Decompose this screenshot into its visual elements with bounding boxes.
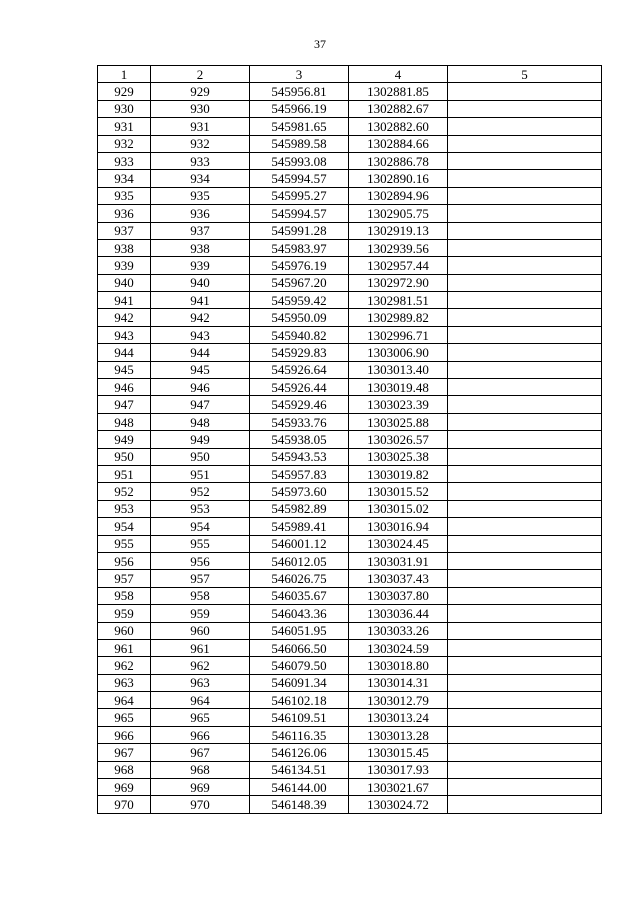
cell-y-coordinate: 1303031.91 bbox=[349, 552, 448, 569]
cell-x-coordinate: 545989.58 bbox=[250, 135, 349, 152]
cell-y-coordinate: 1303024.45 bbox=[349, 535, 448, 552]
table-row bbox=[98, 118, 602, 135]
cell-y-coordinate: 1302989.82 bbox=[349, 309, 448, 326]
cell-point-id: 941 bbox=[98, 292, 151, 309]
table-row bbox=[98, 552, 602, 569]
cell-point-id: 953 bbox=[98, 500, 151, 517]
cell-y-coordinate: 1302972.90 bbox=[349, 274, 448, 291]
cell-point-number: 970 bbox=[151, 796, 250, 813]
cell-x-coordinate: 545981.65 bbox=[250, 118, 349, 135]
cell-note bbox=[448, 657, 602, 674]
cell-point-id: 934 bbox=[98, 170, 151, 187]
cell-note bbox=[448, 570, 602, 587]
cell-note bbox=[448, 431, 602, 448]
table-row bbox=[98, 239, 602, 256]
header-col-2: 2 bbox=[151, 66, 250, 83]
cell-x-coordinate: 546043.36 bbox=[250, 605, 349, 622]
cell-x-coordinate: 546079.50 bbox=[250, 657, 349, 674]
cell-point-number: 965 bbox=[151, 709, 250, 726]
cell-note bbox=[448, 379, 602, 396]
table-row bbox=[98, 726, 602, 743]
table-row bbox=[98, 379, 602, 396]
table-row bbox=[98, 674, 602, 691]
cell-x-coordinate: 545994.57 bbox=[250, 205, 349, 222]
table-row bbox=[98, 535, 602, 552]
table-row bbox=[98, 292, 602, 309]
cell-point-number: 940 bbox=[151, 274, 250, 291]
cell-y-coordinate: 1303024.59 bbox=[349, 639, 448, 656]
cell-note bbox=[448, 413, 602, 430]
cell-x-coordinate: 545967.20 bbox=[250, 274, 349, 291]
cell-note bbox=[448, 761, 602, 778]
cell-point-id: 955 bbox=[98, 535, 151, 552]
cell-point-number: 957 bbox=[151, 570, 250, 587]
cell-note bbox=[448, 535, 602, 552]
cell-point-id: 943 bbox=[98, 326, 151, 343]
cell-point-id: 966 bbox=[98, 726, 151, 743]
cell-point-id: 937 bbox=[98, 222, 151, 239]
cell-x-coordinate: 546148.39 bbox=[250, 796, 349, 813]
table-row bbox=[98, 187, 602, 204]
cell-x-coordinate: 545966.19 bbox=[250, 100, 349, 117]
table-row bbox=[98, 657, 602, 674]
cell-y-coordinate: 1302882.67 bbox=[349, 100, 448, 117]
cell-x-coordinate: 545933.76 bbox=[250, 413, 349, 430]
cell-note bbox=[448, 100, 602, 117]
cell-y-coordinate: 1303037.43 bbox=[349, 570, 448, 587]
cell-x-coordinate: 545938.05 bbox=[250, 431, 349, 448]
cell-y-coordinate: 1303019.82 bbox=[349, 465, 448, 482]
table-row bbox=[98, 135, 602, 152]
cell-x-coordinate: 545994.57 bbox=[250, 170, 349, 187]
cell-point-number: 958 bbox=[151, 587, 250, 604]
cell-x-coordinate: 545943.53 bbox=[250, 448, 349, 465]
cell-x-coordinate: 545973.60 bbox=[250, 483, 349, 500]
cell-note bbox=[448, 622, 602, 639]
cell-point-id: 957 bbox=[98, 570, 151, 587]
table-row bbox=[98, 709, 602, 726]
cell-note bbox=[448, 744, 602, 761]
cell-point-id: 952 bbox=[98, 483, 151, 500]
cell-x-coordinate: 545983.97 bbox=[250, 239, 349, 256]
cell-point-number: 949 bbox=[151, 431, 250, 448]
cell-note bbox=[448, 448, 602, 465]
cell-x-coordinate: 546066.50 bbox=[250, 639, 349, 656]
cell-x-coordinate: 546035.67 bbox=[250, 587, 349, 604]
cell-point-id: 947 bbox=[98, 396, 151, 413]
cell-note bbox=[448, 465, 602, 482]
cell-x-coordinate: 545982.89 bbox=[250, 500, 349, 517]
cell-x-coordinate: 546051.95 bbox=[250, 622, 349, 639]
cell-note bbox=[448, 796, 602, 813]
cell-point-id: 946 bbox=[98, 379, 151, 396]
cell-point-number: 945 bbox=[151, 361, 250, 378]
cell-point-number: 953 bbox=[151, 500, 250, 517]
table-row bbox=[98, 170, 602, 187]
cell-x-coordinate: 545976.19 bbox=[250, 257, 349, 274]
cell-y-coordinate: 1303025.38 bbox=[349, 448, 448, 465]
table-row bbox=[98, 83, 602, 100]
cell-note bbox=[448, 483, 602, 500]
table-row bbox=[98, 761, 602, 778]
table-row bbox=[98, 448, 602, 465]
table-row bbox=[98, 431, 602, 448]
cell-note bbox=[448, 326, 602, 343]
cell-point-id: 935 bbox=[98, 187, 151, 204]
page-number: 37 bbox=[314, 37, 326, 51]
cell-point-id: 944 bbox=[98, 344, 151, 361]
cell-point-number: 943 bbox=[151, 326, 250, 343]
cell-y-coordinate: 1303018.80 bbox=[349, 657, 448, 674]
table-row bbox=[98, 483, 602, 500]
cell-y-coordinate: 1303037.80 bbox=[349, 587, 448, 604]
cell-point-id: 970 bbox=[98, 796, 151, 813]
cell-point-number: 950 bbox=[151, 448, 250, 465]
cell-point-number: 948 bbox=[151, 413, 250, 430]
cell-point-number: 955 bbox=[151, 535, 250, 552]
cell-point-number: 938 bbox=[151, 239, 250, 256]
cell-y-coordinate: 1302957.44 bbox=[349, 257, 448, 274]
header-col-1: 1 bbox=[98, 66, 151, 83]
cell-x-coordinate: 545956.81 bbox=[250, 83, 349, 100]
cell-point-id: 948 bbox=[98, 413, 151, 430]
cell-x-coordinate: 545926.64 bbox=[250, 361, 349, 378]
cell-note bbox=[448, 552, 602, 569]
cell-note bbox=[448, 170, 602, 187]
cell-point-id: 949 bbox=[98, 431, 151, 448]
cell-point-number: 933 bbox=[151, 152, 250, 169]
table-row bbox=[98, 326, 602, 343]
table-row bbox=[98, 100, 602, 117]
cell-y-coordinate: 1302884.66 bbox=[349, 135, 448, 152]
table-row bbox=[98, 779, 602, 796]
cell-y-coordinate: 1303015.02 bbox=[349, 500, 448, 517]
cell-y-coordinate: 1302919.13 bbox=[349, 222, 448, 239]
cell-note bbox=[448, 152, 602, 169]
cell-note bbox=[448, 692, 602, 709]
cell-y-coordinate: 1303026.57 bbox=[349, 431, 448, 448]
cell-y-coordinate: 1303015.45 bbox=[349, 744, 448, 761]
cell-x-coordinate: 545989.41 bbox=[250, 518, 349, 535]
cell-y-coordinate: 1303012.79 bbox=[349, 692, 448, 709]
cell-point-number: 967 bbox=[151, 744, 250, 761]
cell-x-coordinate: 546116.35 bbox=[250, 726, 349, 743]
cell-point-number: 951 bbox=[151, 465, 250, 482]
cell-point-id: 965 bbox=[98, 709, 151, 726]
cell-point-id: 930 bbox=[98, 100, 151, 117]
cell-y-coordinate: 1302981.51 bbox=[349, 292, 448, 309]
table-row bbox=[98, 744, 602, 761]
cell-note bbox=[448, 187, 602, 204]
cell-x-coordinate: 545929.46 bbox=[250, 396, 349, 413]
cell-note bbox=[448, 500, 602, 517]
cell-point-id: 931 bbox=[98, 118, 151, 135]
cell-point-number: 952 bbox=[151, 483, 250, 500]
cell-point-number: 936 bbox=[151, 205, 250, 222]
cell-point-id: 929 bbox=[98, 83, 151, 100]
cell-y-coordinate: 1302905.75 bbox=[349, 205, 448, 222]
cell-point-number: 934 bbox=[151, 170, 250, 187]
cell-point-id: 969 bbox=[98, 779, 151, 796]
cell-y-coordinate: 1303024.72 bbox=[349, 796, 448, 813]
cell-point-number: 947 bbox=[151, 396, 250, 413]
cell-note bbox=[448, 83, 602, 100]
cell-note bbox=[448, 274, 602, 291]
cell-x-coordinate: 545995.27 bbox=[250, 187, 349, 204]
cell-x-coordinate: 545993.08 bbox=[250, 152, 349, 169]
cell-x-coordinate: 546001.12 bbox=[250, 535, 349, 552]
table-row bbox=[98, 396, 602, 413]
cell-y-coordinate: 1303023.39 bbox=[349, 396, 448, 413]
cell-note bbox=[448, 309, 602, 326]
cell-y-coordinate: 1303006.90 bbox=[349, 344, 448, 361]
table-row bbox=[98, 361, 602, 378]
cell-point-id: 936 bbox=[98, 205, 151, 222]
cell-point-id: 961 bbox=[98, 639, 151, 656]
table-row bbox=[98, 465, 602, 482]
cell-y-coordinate: 1303013.28 bbox=[349, 726, 448, 743]
cell-x-coordinate: 545926.44 bbox=[250, 379, 349, 396]
cell-point-id: 939 bbox=[98, 257, 151, 274]
cell-note bbox=[448, 674, 602, 691]
cell-x-coordinate: 545957.83 bbox=[250, 465, 349, 482]
cell-note bbox=[448, 396, 602, 413]
cell-note bbox=[448, 518, 602, 535]
cell-point-number: 956 bbox=[151, 552, 250, 569]
cell-point-id: 954 bbox=[98, 518, 151, 535]
cell-note bbox=[448, 257, 602, 274]
cell-x-coordinate: 545991.28 bbox=[250, 222, 349, 239]
cell-point-number: 944 bbox=[151, 344, 250, 361]
cell-point-id: 968 bbox=[98, 761, 151, 778]
cell-note bbox=[448, 239, 602, 256]
cell-y-coordinate: 1303013.24 bbox=[349, 709, 448, 726]
table-row bbox=[98, 257, 602, 274]
cell-point-id: 956 bbox=[98, 552, 151, 569]
cell-x-coordinate: 545940.82 bbox=[250, 326, 349, 343]
cell-y-coordinate: 1303036.44 bbox=[349, 605, 448, 622]
cell-point-number: 968 bbox=[151, 761, 250, 778]
table-row bbox=[98, 222, 602, 239]
header-row bbox=[98, 66, 602, 83]
table-row bbox=[98, 413, 602, 430]
cell-point-number: 929 bbox=[151, 83, 250, 100]
cell-point-id: 960 bbox=[98, 622, 151, 639]
table-row bbox=[98, 344, 602, 361]
cell-note bbox=[448, 135, 602, 152]
cell-point-id: 963 bbox=[98, 674, 151, 691]
cell-point-number: 962 bbox=[151, 657, 250, 674]
cell-point-number: 937 bbox=[151, 222, 250, 239]
cell-y-coordinate: 1302894.96 bbox=[349, 187, 448, 204]
cell-y-coordinate: 1303016.94 bbox=[349, 518, 448, 535]
cell-point-id: 942 bbox=[98, 309, 151, 326]
cell-note bbox=[448, 292, 602, 309]
cell-x-coordinate: 546134.51 bbox=[250, 761, 349, 778]
cell-point-id: 962 bbox=[98, 657, 151, 674]
header-col-5: 5 bbox=[448, 66, 602, 83]
cell-point-id: 945 bbox=[98, 361, 151, 378]
cell-x-coordinate: 545959.42 bbox=[250, 292, 349, 309]
cell-point-number: 964 bbox=[151, 692, 250, 709]
cell-point-number: 954 bbox=[151, 518, 250, 535]
table-row bbox=[98, 570, 602, 587]
cell-point-number: 930 bbox=[151, 100, 250, 117]
cell-y-coordinate: 1303015.52 bbox=[349, 483, 448, 500]
cell-note bbox=[448, 361, 602, 378]
cell-y-coordinate: 1303017.93 bbox=[349, 761, 448, 778]
cell-y-coordinate: 1302886.78 bbox=[349, 152, 448, 169]
cell-point-number: 942 bbox=[151, 309, 250, 326]
coordinates-table bbox=[97, 65, 602, 814]
cell-note bbox=[448, 344, 602, 361]
cell-note bbox=[448, 587, 602, 604]
cell-x-coordinate: 546144.00 bbox=[250, 779, 349, 796]
cell-point-number: 935 bbox=[151, 187, 250, 204]
cell-point-id: 951 bbox=[98, 465, 151, 482]
cell-point-id: 950 bbox=[98, 448, 151, 465]
header-col-4: 4 bbox=[349, 66, 448, 83]
cell-y-coordinate: 1302881.85 bbox=[349, 83, 448, 100]
cell-x-coordinate: 546102.18 bbox=[250, 692, 349, 709]
cell-point-id: 967 bbox=[98, 744, 151, 761]
cell-x-coordinate: 546026.75 bbox=[250, 570, 349, 587]
cell-x-coordinate: 545950.09 bbox=[250, 309, 349, 326]
cell-note bbox=[448, 118, 602, 135]
cell-y-coordinate: 1302996.71 bbox=[349, 326, 448, 343]
cell-note bbox=[448, 779, 602, 796]
header-col-3: 3 bbox=[250, 66, 349, 83]
cell-y-coordinate: 1302939.56 bbox=[349, 239, 448, 256]
table-row bbox=[98, 639, 602, 656]
table-row bbox=[98, 274, 602, 291]
cell-x-coordinate: 546012.05 bbox=[250, 552, 349, 569]
cell-point-number: 941 bbox=[151, 292, 250, 309]
table-row bbox=[98, 605, 602, 622]
cell-point-number: 946 bbox=[151, 379, 250, 396]
cell-note bbox=[448, 639, 602, 656]
cell-x-coordinate: 546126.06 bbox=[250, 744, 349, 761]
cell-point-id: 940 bbox=[98, 274, 151, 291]
cell-note bbox=[448, 205, 602, 222]
cell-point-id: 958 bbox=[98, 587, 151, 604]
cell-y-coordinate: 1303021.67 bbox=[349, 779, 448, 796]
cell-point-id: 964 bbox=[98, 692, 151, 709]
cell-point-id: 959 bbox=[98, 605, 151, 622]
table-row bbox=[98, 309, 602, 326]
cell-x-coordinate: 546109.51 bbox=[250, 709, 349, 726]
cell-point-id: 932 bbox=[98, 135, 151, 152]
cell-y-coordinate: 1303025.88 bbox=[349, 413, 448, 430]
cell-point-id: 938 bbox=[98, 239, 151, 256]
table-header bbox=[98, 66, 602, 83]
cell-point-number: 961 bbox=[151, 639, 250, 656]
cell-note bbox=[448, 605, 602, 622]
cell-y-coordinate: 1303013.40 bbox=[349, 361, 448, 378]
cell-y-coordinate: 1302890.16 bbox=[349, 170, 448, 187]
cell-point-id: 933 bbox=[98, 152, 151, 169]
cell-y-coordinate: 1302882.60 bbox=[349, 118, 448, 135]
cell-point-number: 959 bbox=[151, 605, 250, 622]
cell-point-number: 939 bbox=[151, 257, 250, 274]
cell-point-number: 931 bbox=[151, 118, 250, 135]
table-row bbox=[98, 587, 602, 604]
cell-point-number: 963 bbox=[151, 674, 250, 691]
cell-note bbox=[448, 726, 602, 743]
cell-x-coordinate: 545929.83 bbox=[250, 344, 349, 361]
cell-point-number: 960 bbox=[151, 622, 250, 639]
table-row bbox=[98, 622, 602, 639]
cell-y-coordinate: 1303014.31 bbox=[349, 674, 448, 691]
table-body bbox=[98, 83, 602, 813]
table-row bbox=[98, 518, 602, 535]
cell-point-number: 966 bbox=[151, 726, 250, 743]
cell-y-coordinate: 1303019.48 bbox=[349, 379, 448, 396]
cell-x-coordinate: 546091.34 bbox=[250, 674, 349, 691]
table-row bbox=[98, 205, 602, 222]
table-row bbox=[98, 796, 602, 813]
table-row bbox=[98, 692, 602, 709]
cell-note bbox=[448, 222, 602, 239]
table-row bbox=[98, 152, 602, 169]
cell-point-number: 969 bbox=[151, 779, 250, 796]
cell-point-number: 932 bbox=[151, 135, 250, 152]
cell-y-coordinate: 1303033.26 bbox=[349, 622, 448, 639]
table-row bbox=[98, 500, 602, 517]
cell-note bbox=[448, 709, 602, 726]
